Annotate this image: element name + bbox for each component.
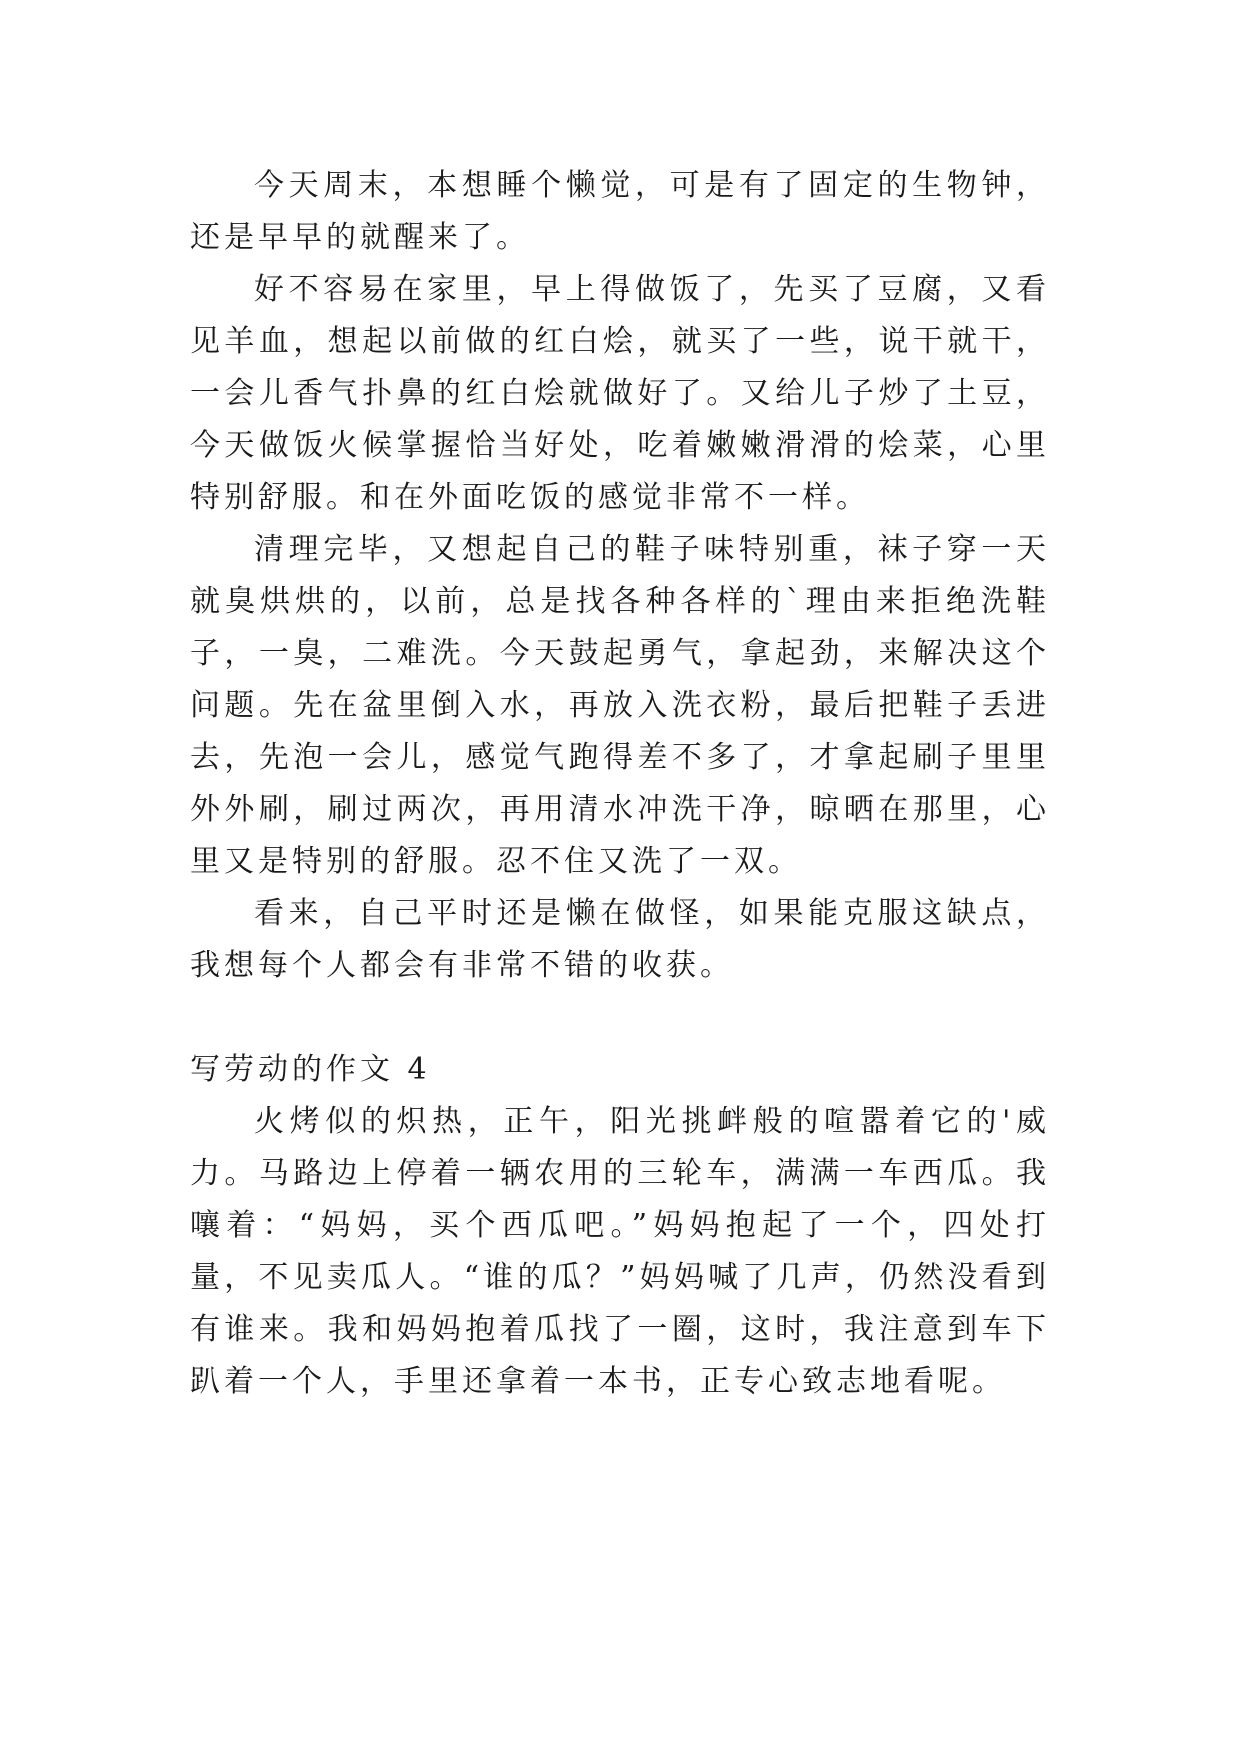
paragraph: 今天周末，本想睡个懒觉，可是有了固定的生物钟，还是早早的就醒来了。 [190,168,1050,255]
paragraph: 看来，自己平时还是懒在做怪，如果能克服这缺点，我想每个人都会有非常不错的收获。 [190,896,1050,983]
paragraph: 清理完毕，又想起自己的鞋子味特别重，袜子穿一天就臭烘烘的，以前，总是找各种各样的`理由来拒绝洗鞋子，一臭，二难洗。今天鼓起勇气，拿起劲，来解决这个问题。先在盆里倒入水，再放入洗衣粉，最后把鞋子丢进去，先泡一会儿，感觉气跑得差不多了，才拿起刷子里里外外刷，刷过两次，再用清水冲洗干净，晾晒在那里，心里又是特别的舒服。忍不住又洗了一双。 [190,532,1050,879]
paragraph: 火烤似的炽热，正午，阳光挑衅般的喧嚣着它的'威力。马路边上停着一辆农用的三轮车，满满一车西瓜。我嚷着：“妈妈，买个西瓜吧。”妈妈抱起了一个，四处打量，不见卖瓜人。“谁的瓜？”妈妈喊了几声，仍然没看到有谁来。我和妈妈抱着瓜找了一圈，这时，我注意到车下趴着一个人，手里还拿着一本书，正专心致志地看呢。 [190,1104,1050,1399]
paragraph: 好不容易在家里，早上得做饭了，先买了豆腐，又看见羊血，想起以前做的红白烩，就买了一些，说干就干，一会儿香气扑鼻的红白烩就做好了。又给儿子炒了土豆，今天做饭火候掌握恰当好处，吃着嫩嫩滑滑的烩菜，心里特别舒服。和在外面吃饭的感觉非常不一样。 [190,272,1050,515]
section-title: 写劳动的作文 4 [190,1052,431,1087]
document-body [190,160,1050,1408]
